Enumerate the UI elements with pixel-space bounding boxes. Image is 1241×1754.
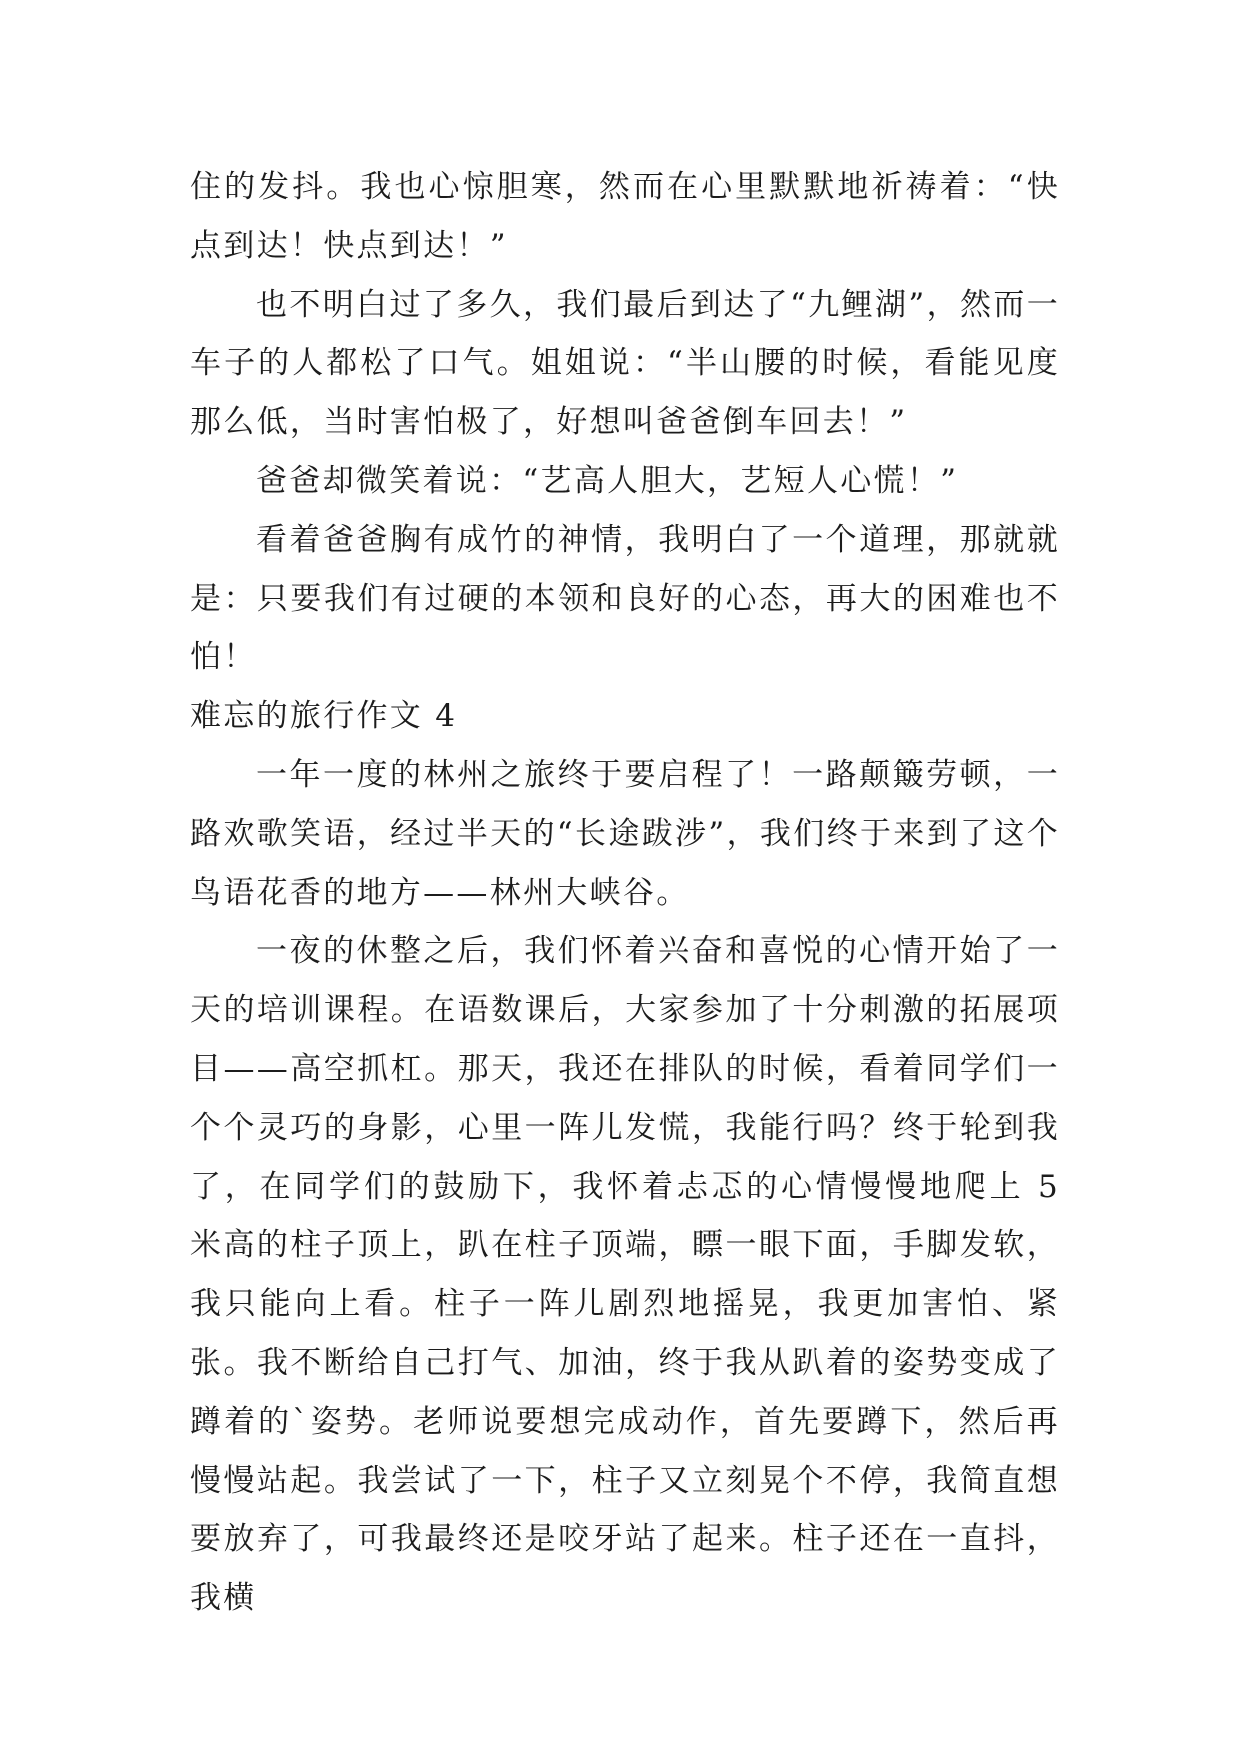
paragraph-6: 一夜的休整之后，我们怀着兴奋和喜悦的心情开始了一天的培训课程。在语数课后，大家参加了十分刺激的拓展项目——高空抓杠。那天，我还在排队的时候，看着同学们一个个灵巧的身影，心里一阵儿发慌，我能行吗？终于轮到我了，在同学们的鼓励下，我怀着忐忑的心情慢慢地爬上 5 米高的柱子顶上，趴在柱子顶端，瞟一眼下面，手脚发软，我只能向上看。柱子一阵儿剧烈地摇晃，我更加害怕、紧张。我不断给自己打气、加油，终于我从趴着的姿势变成了蹲着的`姿势。老师说要想完成动作，首先要蹲下，然后再慢慢站起。我尝试了一下，柱子又立刻晃个不停，我简直想要放弃了，可我最终还是咬牙站了起来。柱子还在一直抖，我横: [190, 933, 1060, 1617]
paragraph-2: 也不明白过了多久，我们最后到达了“九鲤湖”，然而一车子的人都松了口气。姐姐说：“半山腰的时候，看能见度那么低，当时害怕极了，好想叫爸爸倒车回去！”: [190, 286, 1060, 441]
paragraph-5: 一年一度的林州之旅终于要启程了！一路颠簸劳顿，一路欢歌笑语，经过半天的“长途跋涉”，我们终于来到了这个鸟语花香的地方——林州大峡谷。: [190, 756, 1060, 911]
paragraph-3: 爸爸却微笑着说：“艺高人胆大，艺短人心慌！”: [256, 462, 959, 499]
section-heading: 难忘的旅行作文 4: [190, 698, 458, 735]
paragraph-4: 看着爸爸胸有成竹的神情，我明白了一个道理，那就就是：只要我们有过硬的本领和良好的心态，再大的困难也不怕！: [190, 521, 1060, 676]
document-body: [190, 158, 1060, 1628]
paragraph-1: 住的发抖。我也心惊胆寒，然而在心里默默地祈祷着：“快点到达！快点到达！”: [190, 169, 1060, 264]
